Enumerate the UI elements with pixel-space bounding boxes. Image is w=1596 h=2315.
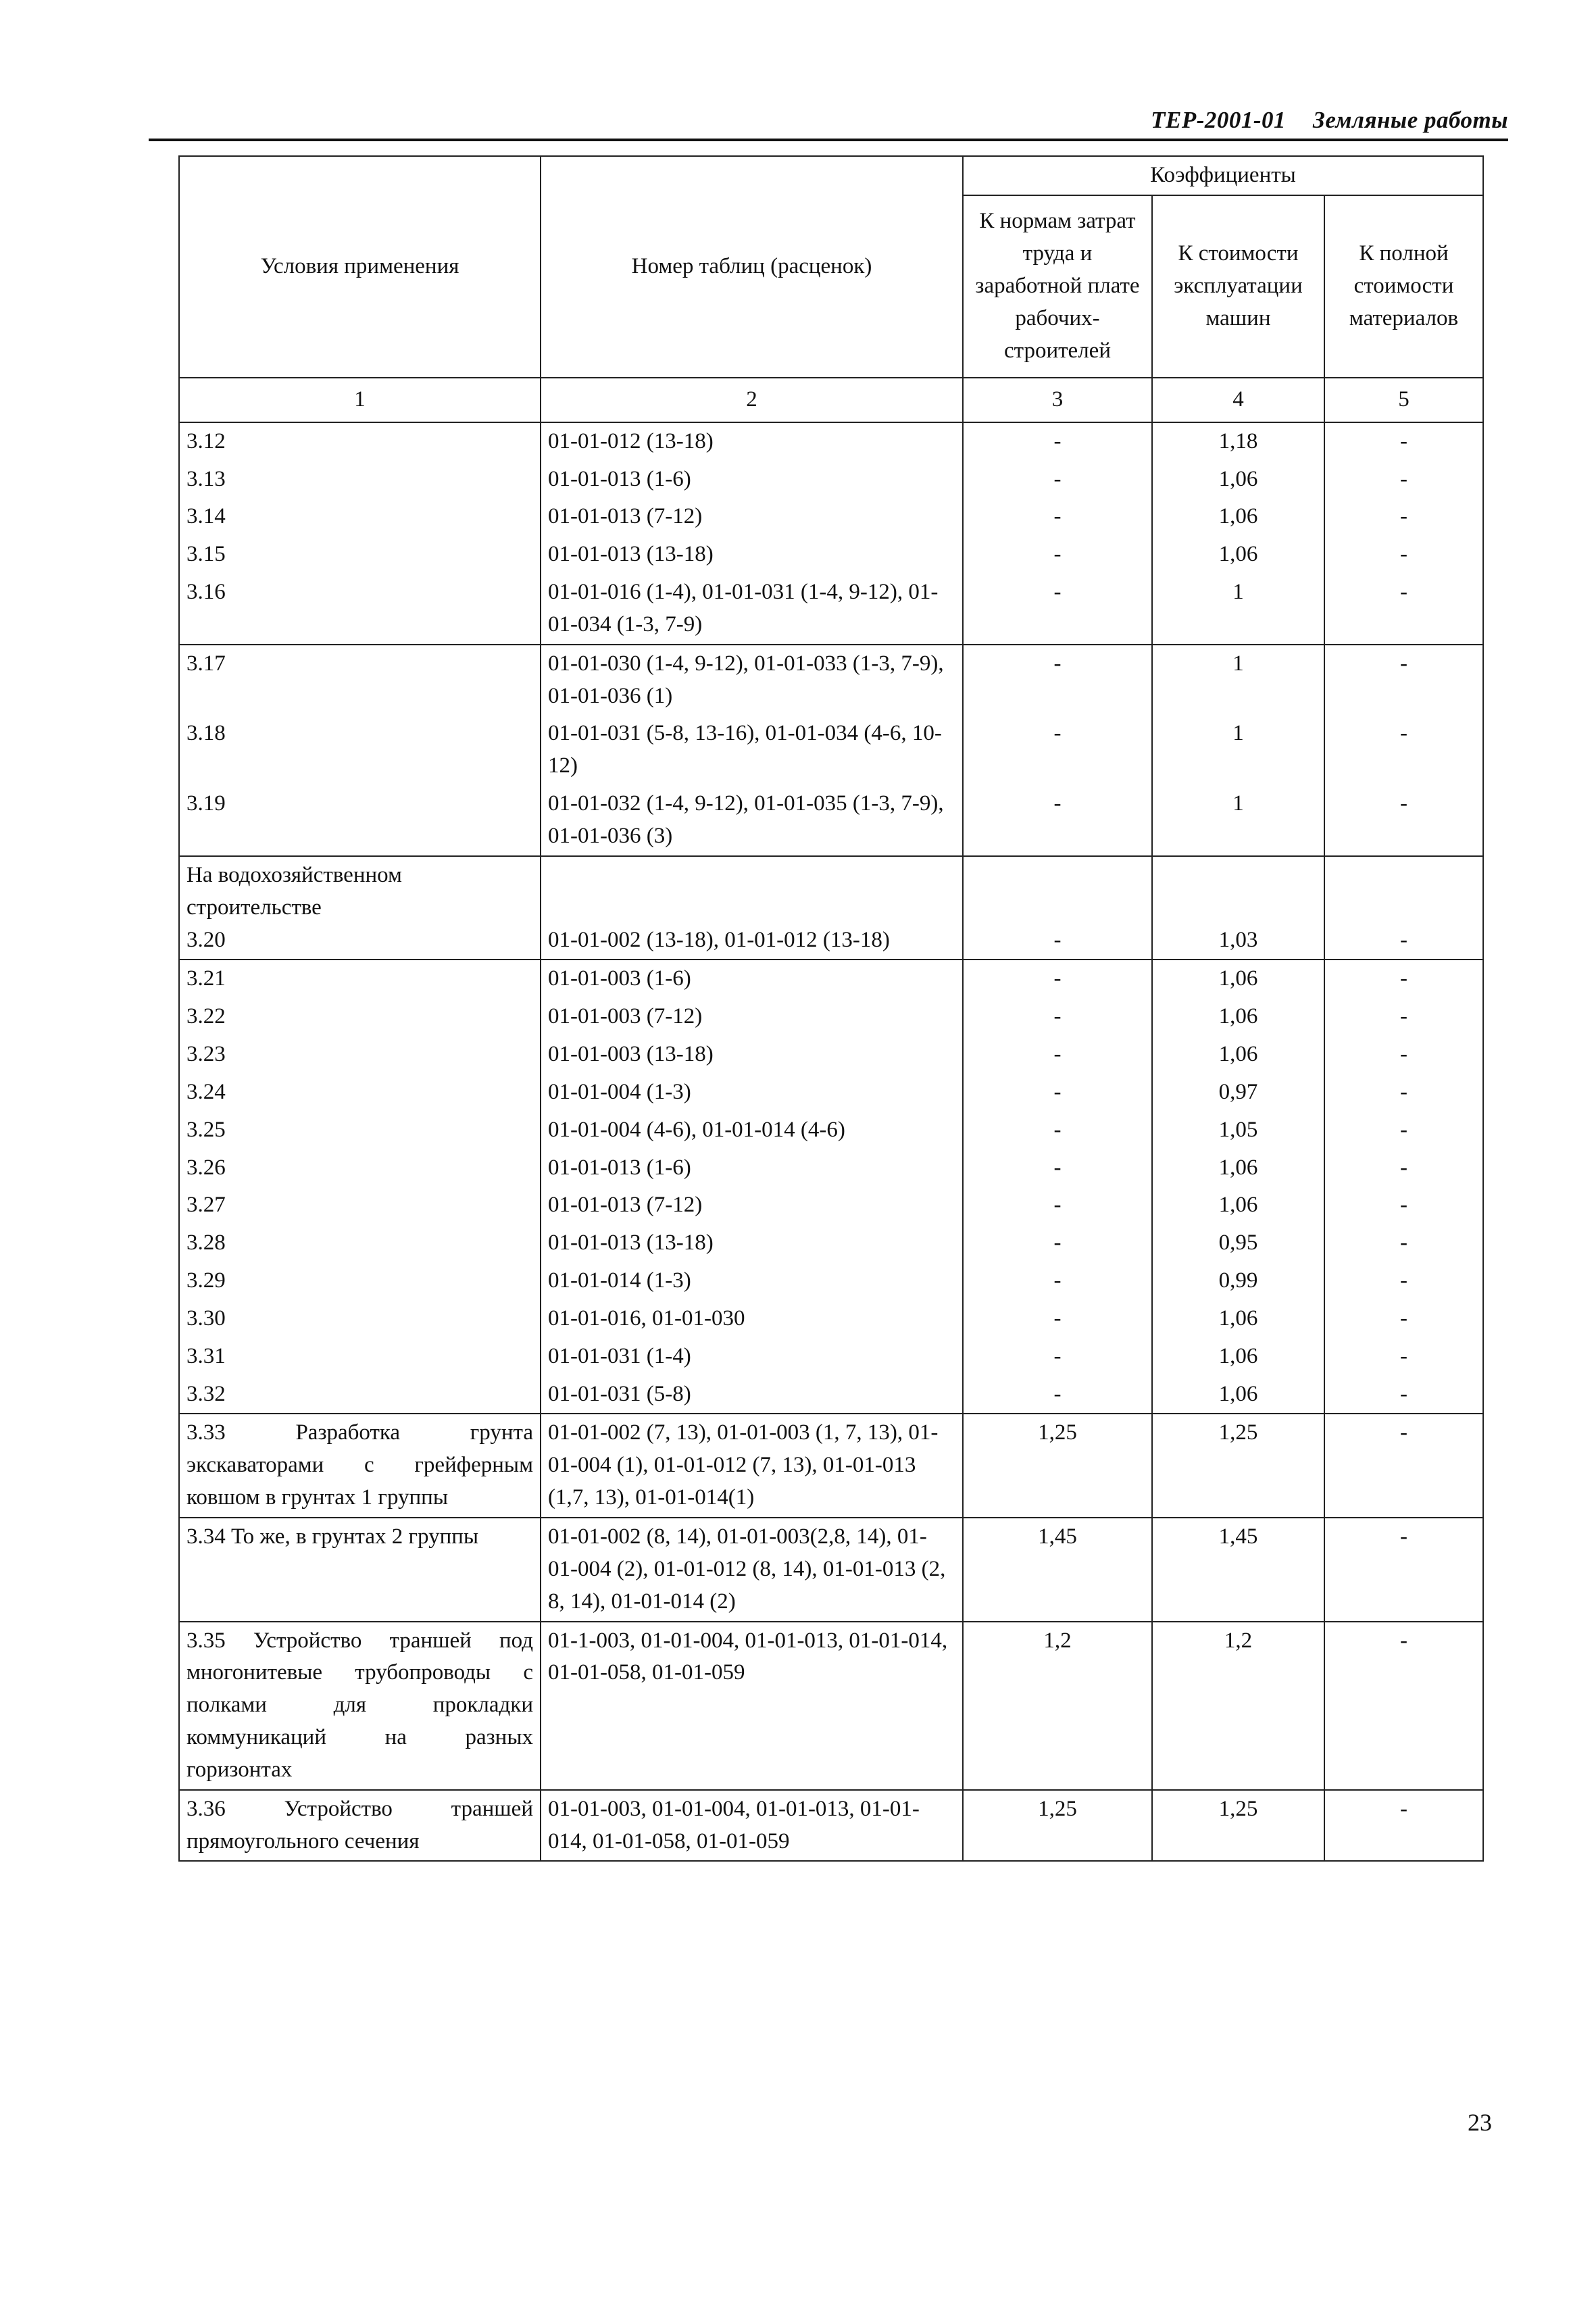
cell-labor: - [963,422,1152,461]
cell-table-numbers: 01-01-032 (1-4, 9-12), 01-01-035 (1-3, 7-9), 01-01-036 (3) [541,785,963,856]
table-row [179,574,1483,645]
cell-materials: - [1324,1187,1483,1224]
cell-labor: - [963,1262,1152,1300]
cell-machines: 1 [1152,715,1324,785]
cell-machines: 0,99 [1152,1262,1324,1300]
cell-materials: - [1324,856,1483,960]
cell-table-numbers: 01-01-014 (1-3) [541,1262,963,1300]
cell-conditions: 3.29 [179,1262,541,1300]
cell-materials: - [1324,422,1483,461]
cell-machines: 1,25 [1152,1414,1324,1518]
table-row [179,1224,1483,1262]
cell-table-numbers: 01-01-003, 01-01-004, 01-01-013, 01-01-014, 01-01-058, 01-01-059 [541,1790,963,1862]
cell-conditions: 3.33 Разработка грунта экскаваторами с грейферным ковшом в грунтах 1 группы [179,1414,541,1518]
cell-table-numbers: 01-01-002 (7, 13), 01-01-003 (1, 7, 13), 01-01-004 (1), 01-01-012 (7, 13), 01-01-013 (1,7, 13), 01-01-014(1) [541,1414,963,1518]
cell-materials: - [1324,498,1483,536]
cell-labor: - [963,960,1152,998]
cell-labor: - [963,1300,1152,1338]
cell-conditions: 3.34 То же, в грунтах 2 группы [179,1518,541,1622]
cell-materials: - [1324,785,1483,856]
cell-conditions: 3.22 [179,998,541,1036]
cell-table-numbers: 01-01-002 (8, 14), 01-01-003(2,8, 14), 01-01-004 (2), 01-01-012 (8, 14), 01-01-013 (2, 8, 14), 01-01-014 (2) [541,1518,963,1622]
cell-table-numbers: 01-01-004 (4-6), 01-01-014 (4-6) [541,1112,963,1149]
cell-labor: - [963,1187,1152,1224]
cell-materials: - [1324,645,1483,716]
cell-labor: 1,2 [963,1622,1152,1790]
cell-table-numbers: 01-01-031 (5-8) [541,1376,963,1414]
cell-machines: 0,95 [1152,1224,1324,1262]
cell-conditions: 3.25 [179,1112,541,1149]
cell-conditions: 3.36 Устройство траншей прямоугольного сечения [179,1790,541,1862]
running-header [1151,107,1508,134]
table-row [179,1187,1483,1224]
column-number: 2 [541,378,963,422]
cell-labor: - [963,461,1152,499]
table-row [179,1622,1483,1790]
cell-table-numbers: 01-01-013 (13-18) [541,1224,963,1262]
header-materials: К полной стоимости материалов [1324,195,1483,378]
cell-conditions: 3.28 [179,1224,541,1262]
cell-machines: 0,97 [1152,1074,1324,1112]
cell-labor: 1,45 [963,1518,1152,1622]
coefficients-table [178,155,1484,1862]
cell-labor: - [963,645,1152,716]
cell-conditions: 3.18 [179,715,541,785]
cell-labor: - [963,785,1152,856]
cell-materials: - [1324,1376,1483,1414]
cell-materials: - [1324,461,1483,499]
header-table-numbers: Номер таблиц (расценок) [541,156,963,378]
cell-table-numbers: 01-01-031 (1-4) [541,1338,963,1376]
cell-machines: 1 [1152,574,1324,645]
column-number: 4 [1152,378,1324,422]
cell-conditions: 3.24 [179,1074,541,1112]
cell-conditions: 3.12 [179,422,541,461]
row-group [179,1414,1483,1861]
header-conditions: Условия применения [179,156,541,378]
table-row [179,1338,1483,1376]
table-row [179,1414,1483,1518]
cell-materials: - [1324,1300,1483,1338]
cell-conditions: 3.23 [179,1036,541,1074]
cell-conditions: 3.26 [179,1149,541,1187]
cell-machines: 1,06 [1152,1300,1324,1338]
cell-materials: - [1324,1338,1483,1376]
cell-machines: 1,06 [1152,536,1324,574]
cell-machines: 1,05 [1152,1112,1324,1149]
header-machines: К стоимости эксплуатации машин [1152,195,1324,378]
cell-materials: - [1324,536,1483,574]
condition-code: 3.20 [186,927,226,952]
cell-materials: - [1324,1414,1483,1518]
header-rule [149,139,1508,141]
table-row [179,1262,1483,1300]
header-coefficients: Коэффициенты [963,156,1483,195]
cell-labor: - [963,1036,1152,1074]
table-row [179,1300,1483,1338]
row-group [179,422,1483,645]
cell-labor: - [963,1112,1152,1149]
table-row [179,1149,1483,1187]
cell-machines: 1,06 [1152,498,1324,536]
cell-table-numbers: 01-01-031 (5-8, 13-16), 01-01-034 (4-6, 10-12) [541,715,963,785]
cell-conditions: 3.17 [179,645,541,716]
table-row [179,498,1483,536]
cell-labor: - [963,498,1152,536]
table-row [179,1112,1483,1149]
cell-machines: 1,03 [1152,856,1324,960]
cell-materials: - [1324,715,1483,785]
table-row [179,1036,1483,1074]
header-labor: К нормам затрат труда и заработной плате рабочих-строителей [963,195,1152,378]
cell-table-numbers: 01-01-013 (13-18) [541,536,963,574]
table-row [179,1518,1483,1622]
table-row [179,422,1483,461]
table-row [179,645,1483,716]
column-number-row [179,378,1483,422]
cell-conditions: 3.31 [179,1338,541,1376]
cell-labor: - [963,1074,1152,1112]
cell-conditions: 3.21 [179,960,541,998]
cell-machines: 1 [1152,785,1324,856]
table-row [179,856,1483,960]
cell-table-numbers: 01-01-012 (13-18) [541,422,963,461]
page-number: 23 [1468,2109,1492,2136]
cell-labor: - [963,998,1152,1036]
cell-materials: - [1324,1149,1483,1187]
cell-materials: - [1324,1622,1483,1790]
cell-table-numbers: 01-01-013 (1-6) [541,461,963,499]
cell-table-numbers: 01-01-030 (1-4, 9-12), 01-01-033 (1-3, 7-9), 01-01-036 (1) [541,645,963,716]
cell-materials: - [1324,1036,1483,1074]
cell-conditions: 3.27 [179,1187,541,1224]
cell-materials: - [1324,1518,1483,1622]
table-row [179,715,1483,785]
cell-conditions: 3.15 [179,536,541,574]
cell-conditions: 3.19 [179,785,541,856]
cell-table-numbers: 01-01-013 (1-6) [541,1149,963,1187]
cell-machines: 1,45 [1152,1518,1324,1622]
cell-materials: - [1324,1790,1483,1862]
cell-table-numbers: 01-1-003, 01-01-004, 01-01-013, 01-01-014, 01-01-058, 01-01-059 [541,1622,963,1790]
cell-machines: 1,25 [1152,1790,1324,1862]
cell-conditions: 3.14 [179,498,541,536]
cell-labor: - [963,856,1152,960]
cell-machines: 1,06 [1152,960,1324,998]
cell-machines: 1,18 [1152,422,1324,461]
cell-materials: - [1324,1074,1483,1112]
cell-table-numbers: 01-01-004 (1-3) [541,1074,963,1112]
cell-machines: 1 [1152,645,1324,716]
cell-table-numbers: 01-01-003 (7-12) [541,998,963,1036]
cell-table-numbers: 01-01-016 (1-4), 01-01-031 (1-4, 9-12), 01-01-034 (1-3, 7-9) [541,574,963,645]
cell-materials: - [1324,998,1483,1036]
column-number: 5 [1324,378,1483,422]
table-row [179,1074,1483,1112]
cell-table-numbers: 01-01-016, 01-01-030 [541,1300,963,1338]
table-row [179,461,1483,499]
cell-machines: 1,06 [1152,1187,1324,1224]
cell-conditions: 3.32 [179,1376,541,1414]
cell-labor: 1,25 [963,1414,1152,1518]
row-group [179,645,1483,856]
cell-labor: - [963,1149,1152,1187]
cell-machines: 1,06 [1152,1376,1324,1414]
table-row [179,1376,1483,1414]
water-construction-block [179,856,1483,960]
table-row [179,998,1483,1036]
row-group [179,960,1483,1414]
cell-table-numbers: 01-01-003 (13-18) [541,1036,963,1074]
cell-labor: - [963,1224,1152,1262]
cell-materials: - [1324,960,1483,998]
cell-table-numbers: 01-01-003 (1-6) [541,960,963,998]
cell-labor: 1,25 [963,1790,1152,1862]
cell-machines: 1,06 [1152,998,1324,1036]
table-row [179,960,1483,998]
cell-conditions [179,856,541,960]
cell-conditions: 3.30 [179,1300,541,1338]
cell-table-numbers: 01-01-002 (13-18), 01-01-012 (13-18) [541,856,963,960]
cell-conditions: 3.16 [179,574,541,645]
cell-labor: - [963,536,1152,574]
cell-conditions: 3.13 [179,461,541,499]
cell-conditions: 3.35 Устройство траншей под многонитевые трубопроводы с полками для прокладки коммуникаций на разных горизонтах [179,1622,541,1790]
cell-labor: - [963,1338,1152,1376]
cell-table-numbers: 01-01-013 (7-12) [541,498,963,536]
cell-materials: - [1324,1224,1483,1262]
section-title: Земляные работы [1313,107,1508,133]
cell-labor: - [963,715,1152,785]
cell-materials: - [1324,1112,1483,1149]
table-row [179,1790,1483,1862]
cell-machines: 1,06 [1152,461,1324,499]
cell-labor: - [963,1376,1152,1414]
table-row [179,536,1483,574]
column-number: 1 [179,378,541,422]
cell-machines: 1,06 [1152,1036,1324,1074]
cell-machines: 1,2 [1152,1622,1324,1790]
cell-machines: 1,06 [1152,1338,1324,1376]
cell-labor: - [963,574,1152,645]
column-number: 3 [963,378,1152,422]
cell-machines: 1,06 [1152,1149,1324,1187]
cell-materials: - [1324,574,1483,645]
cell-table-numbers: 01-01-013 (7-12) [541,1187,963,1224]
document-code: ТЕР-2001-01 [1151,107,1287,133]
table-row [179,785,1483,856]
subsection-title: На водохозяйственном строительстве [186,862,402,920]
cell-materials: - [1324,1262,1483,1300]
